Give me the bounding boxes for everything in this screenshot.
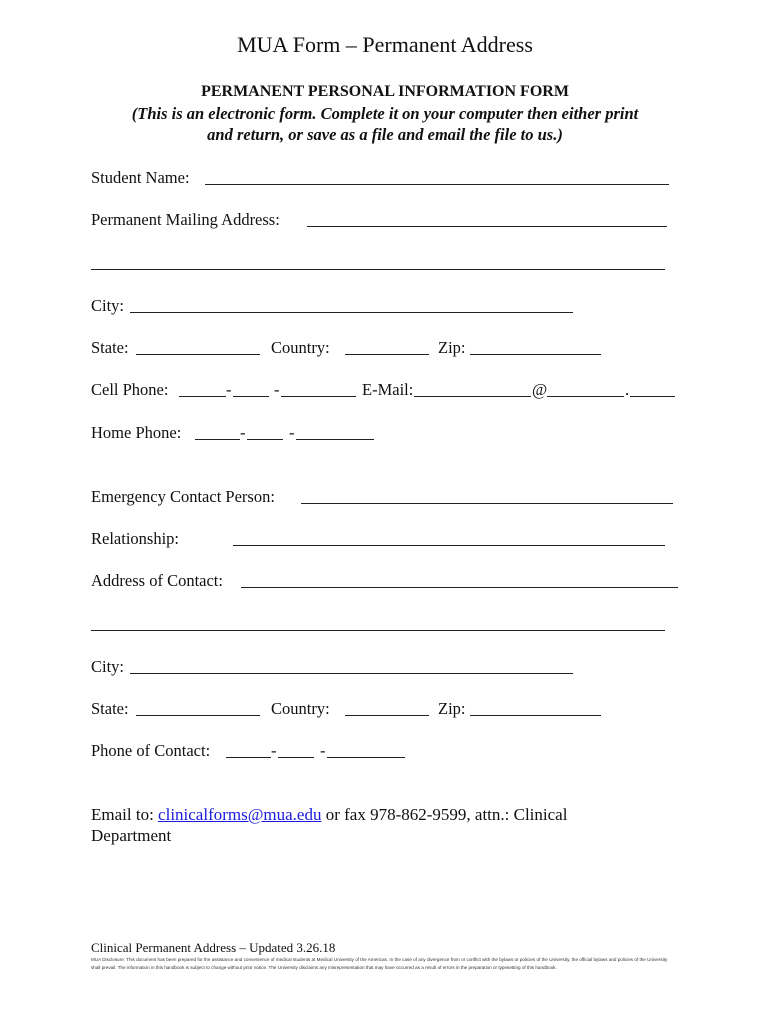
footer-disclaimer: MUA Disclosure: This document has been prepared for the assistance and convenience of medical students at Medical University of the Americas. In the case of any divergence from or conflict with the bylaws or policies of the University, the official bylaws and policies of the University shall prevail. The information in this handbook is subject to change without prior notice. The University disclaims any misrepresentation that may have occurred as a result of errors in the preparation or typesetting of this handbook. bbox=[91, 957, 668, 971]
email-dot: . bbox=[625, 380, 630, 399]
emergency-contact-label: Emergency Contact Person: bbox=[91, 487, 275, 506]
phone-separator: - bbox=[320, 741, 326, 760]
mailing-address-field[interactable] bbox=[307, 226, 667, 227]
country-field[interactable] bbox=[345, 354, 429, 355]
relationship-field[interactable] bbox=[233, 545, 665, 546]
contact-zip-field[interactable] bbox=[470, 715, 601, 716]
contact-phone-prefix-field[interactable] bbox=[278, 757, 314, 758]
form-heading: PERMANENT PERSONAL INFORMATION FORM bbox=[201, 83, 569, 100]
contact-address-line2-field[interactable] bbox=[91, 630, 665, 631]
zip-label: Zip: bbox=[438, 338, 466, 357]
form-instructions-line2: and return, or save as a file and email the file to us.) bbox=[207, 125, 563, 144]
state-field[interactable] bbox=[136, 354, 260, 355]
mailing-address-line2-field[interactable] bbox=[91, 269, 665, 270]
clinical-forms-email-link[interactable]: clinicalforms@mua.edu bbox=[158, 805, 322, 824]
cell-phone-label: Cell Phone: bbox=[91, 380, 169, 399]
emergency-contact-field[interactable] bbox=[301, 503, 673, 504]
home-phone-number-field[interactable] bbox=[296, 439, 374, 440]
contact-phone-area-field[interactable] bbox=[226, 757, 271, 758]
student-name-label: Student Name: bbox=[91, 168, 190, 187]
contact-country-label: Country: bbox=[271, 699, 330, 718]
department-text: Department bbox=[91, 826, 172, 845]
contact-state-field[interactable] bbox=[136, 715, 260, 716]
footer-title: Clinical Permanent Address – Updated 3.26.18 bbox=[91, 940, 336, 955]
contact-city-field[interactable] bbox=[130, 673, 573, 674]
phone-separator: - bbox=[240, 423, 246, 442]
country-label: Country: bbox=[271, 338, 330, 357]
phone-separator: - bbox=[271, 741, 277, 760]
cell-phone-prefix-field[interactable] bbox=[233, 396, 269, 397]
student-name-field[interactable] bbox=[205, 184, 669, 185]
form-instructions-line1: (This is an electronic form. Complete it on your computer then either print bbox=[131, 104, 639, 123]
email-user-field[interactable] bbox=[414, 396, 531, 397]
email-label: E-Mail: bbox=[362, 380, 414, 399]
email-at-sign: @ bbox=[532, 380, 548, 399]
contact-country-field[interactable] bbox=[345, 715, 429, 716]
email-to-label: Email to: bbox=[91, 805, 154, 824]
contact-state-label: State: bbox=[91, 699, 129, 718]
home-phone-prefix-field[interactable] bbox=[247, 439, 283, 440]
contact-address-label: Address of Contact: bbox=[91, 571, 223, 590]
contact-city-label: City: bbox=[91, 657, 125, 676]
city-label: City: bbox=[91, 296, 125, 315]
cell-phone-number-field[interactable] bbox=[281, 396, 356, 397]
fax-info: or fax 978-862-9599, attn.: Clinical bbox=[325, 805, 568, 824]
zip-field[interactable] bbox=[470, 354, 601, 355]
phone-separator: - bbox=[289, 423, 295, 442]
email-tld-field[interactable] bbox=[630, 396, 675, 397]
state-label: State: bbox=[91, 338, 129, 357]
cell-phone-area-field[interactable] bbox=[179, 396, 226, 397]
email-domain-field[interactable] bbox=[547, 396, 624, 397]
mailing-address-label: Permanent Mailing Address: bbox=[91, 210, 280, 229]
contact-phone-label: Phone of Contact: bbox=[91, 741, 211, 760]
phone-separator: - bbox=[226, 380, 232, 399]
contact-phone-number-field[interactable] bbox=[327, 757, 405, 758]
contact-address-field[interactable] bbox=[241, 587, 678, 588]
phone-separator: - bbox=[274, 380, 280, 399]
contact-zip-label: Zip: bbox=[438, 699, 466, 718]
city-field[interactable] bbox=[130, 312, 573, 313]
submission-instructions bbox=[91, 805, 567, 825]
page-title: MUA Form – Permanent Address bbox=[237, 32, 533, 57]
home-phone-label: Home Phone: bbox=[91, 423, 182, 442]
home-phone-area-field[interactable] bbox=[195, 439, 240, 440]
relationship-label: Relationship: bbox=[91, 529, 179, 548]
